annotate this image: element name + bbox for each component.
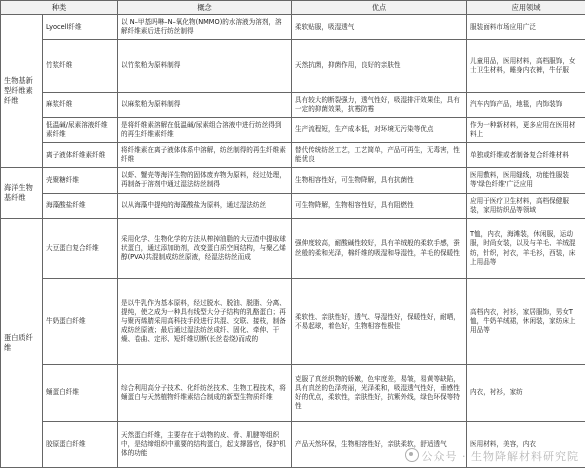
fiber-advantages: 替代传统纺丝工艺，工艺简单，产品可再生，无毒害，性能优良: [292, 143, 467, 168]
fiber-advantages: 柔软贴服，吸湿透气: [292, 15, 467, 40]
fiber-advantages: 产品天然环保，生物相容性好，亲肤柔软，舒适透气: [292, 421, 467, 467]
category-protein: 蛋白质纤维: [1, 218, 43, 467]
fiber-concept: 以从海藻中提纯的海藻酸盐为原料，通过湿法纺丝: [118, 193, 292, 218]
fiber-name: Lyocell纤维: [43, 15, 118, 40]
fiber-concept: 以虾、蟹壳等海洋生物的固体废弃物为原料，经过处理，再制备于溶剂中通过湿法纺丝制得: [118, 168, 292, 193]
watermark-text: 公众号 · 生物降解材料研究院: [421, 450, 579, 463]
fiber-applications: 应用于医疗卫生材料，高档保健服装，家用纺织品等领域: [467, 193, 585, 218]
fiber-name: 竹浆纤维: [43, 40, 118, 92]
fiber-advantages: 柔软性、亲肤性好，透气、导湿性好，保暖性好，耐晒，不易起球，着色好，生物相容性极佳: [292, 279, 467, 365]
fiber-concept: 以竹浆粕为原料制得: [118, 40, 292, 92]
header-applications: 应用领域: [467, 1, 585, 15]
header-advantages: 优点: [292, 1, 467, 15]
table-row: [1, 193, 585, 218]
fiber-applications: T恤，内衣，海滩装，休闲服，运动服，时尚女装，以及与羊毛、羊绒混纺，针织，衬衣，羊毛衫，西装，床上用品等: [467, 218, 585, 279]
table-row: [1, 421, 585, 467]
fiber-applications: 汽车内饰产品，地毯，内饰装饰: [467, 92, 585, 117]
fiber-name: 麻浆纤维: [43, 92, 118, 117]
fiber-advantages: 强伸度较高，耐酸碱性较好，具有羊绒般的柔软手感，蚕丝般的柔和光泽，棉纤维的吸湿和导湿性，羊毛的保暖性: [292, 218, 467, 279]
fiber-advantages: 具有较大的断裂强力，透气性好，吸湿排汗效果佳，具有一定的抑菌效果，抗霉防霉: [292, 92, 467, 117]
header-concept: 概念: [118, 1, 292, 15]
fiber-name: 离子液体纤维素纤维: [43, 143, 118, 168]
fiber-advantages: 生物相容性好，可生物降解，具有抗菌性: [292, 168, 467, 193]
fiber-applications: 儿童用品，医用材料，高档服饰，女士卫生材料，睡身内衣裤，牛仔服: [467, 40, 585, 92]
table-row: [1, 15, 585, 40]
table-row: [1, 218, 585, 279]
table-row: [1, 117, 585, 142]
header-category: 种类: [1, 1, 118, 15]
fiber-name: 胶原蛋白纤维: [43, 421, 118, 467]
fiber-applications: 医用敷料，医用缝线，功能性服装等'绿色纤维'广泛应用: [467, 168, 585, 193]
fiber-applications: 医用材料，美容，内衣: [467, 421, 585, 467]
table-row: [1, 143, 585, 168]
fiber-advantages: 生产流程短，生产成本低，对环境无污染等优点: [292, 117, 467, 142]
table-row: [1, 365, 585, 421]
category-bio: 生物基新型纤维素纤维: [1, 15, 43, 168]
table-header-row: [1, 1, 585, 15]
fiber-name: 海藻酸盐纤维: [43, 193, 118, 218]
table-row: [1, 40, 585, 92]
fiber-concept: 以 N–甲基吗啉–N–氧化物(NMMO)的水溶液为溶剂，溶解纤维素后进行纺丝制得: [118, 15, 292, 40]
fiber-name: 壳聚糖纤维: [43, 168, 118, 193]
fiber-applications: 高档内衣，衬衫，家居服饰，男女T恤，牛奶羊绒裙，休闲装，家纺床上用品等: [467, 279, 585, 365]
fiber-concept: 是将纤维素溶解在低温碱/尿素组合溶液中进行纺丝得到的再生纤维素纤维: [118, 117, 292, 142]
fiber-name: 大豆蛋白复合纤维: [43, 218, 118, 279]
fiber-concept: 是以牛乳作为基本原料，经过脱水、脱油、脱脂、分离、提纯，使之成为一种具有线型大分子结构的乳酪蛋白；再与聚丙烯腈采用高科技手段进行共混、交联、接枝，制备成纺丝原液；最后通过湿法纺丝成纤、固化、牵伸、干燥、卷曲、定形、短纤维切断(长丝卷绕)而成的: [118, 279, 292, 365]
fiber-concept: 综合利用高分子技术、化纤纺丝技术、生物工程技术，将蛹蛋白与天然植物纤维素结合制成的新型生物质纤维: [118, 365, 292, 421]
fiber-concept: 采用化学、生物化学的方法从榨掉油脂的大豆渣中提取球状蛋白，通过添加助剂，改变蛋白质空间结构，与聚乙烯醇(PVA)共混制成纺丝原液，经湿法纺丝而成: [118, 218, 292, 279]
category-marine: 海洋生物基纤维: [1, 168, 43, 218]
fiber-name: 牛奶蛋白纤维: [43, 279, 118, 365]
fiber-name: 低温碱/尿素溶液纤维素纤维: [43, 117, 118, 142]
fiber-applications: 内衣，衬衫，家纺: [467, 365, 585, 421]
fiber-advantages: 天然抗菌，抑菌作用，良好的亲肤性: [292, 40, 467, 92]
table-row: [1, 168, 585, 193]
fiber-applications: 作为一种新材料，更多应用在医用材料上: [467, 117, 585, 142]
table-row: [1, 279, 585, 365]
fiber-concept: 将纤维素在离子液体体系中溶解，纺丝制得的再生纤维素纤维: [118, 143, 292, 168]
fiber-applications: 服装面料市场应用广泛: [467, 15, 585, 40]
fiber-concept: 天然蛋白纤维，主要存在于动物的皮、骨、肌腱等组织中，是结缔组织中重要的结构蛋白，起支撑器官，保护机体的功能: [118, 421, 292, 467]
fiber-concept: 以麻浆粕为原料制得: [118, 92, 292, 117]
fiber-name: 蛹蛋白纤维: [43, 365, 118, 421]
fiber-advantages: 克服了真丝织物的娇嫩，色牢度差，易皱，易黄等缺陷，具有真丝的色泽亮丽，光泽柔和，吸湿透气性好，垂感性好的优点，柔软性，亲肤性好，抗紫外线，绿色环保等特性: [292, 365, 467, 421]
table-row: [1, 92, 585, 117]
fiber-applications: 单独或纤维或者制备复合纤维材料: [467, 143, 585, 168]
fiber-advantages: 可生物降解，生物相容性好，具有阻燃性: [292, 193, 467, 218]
